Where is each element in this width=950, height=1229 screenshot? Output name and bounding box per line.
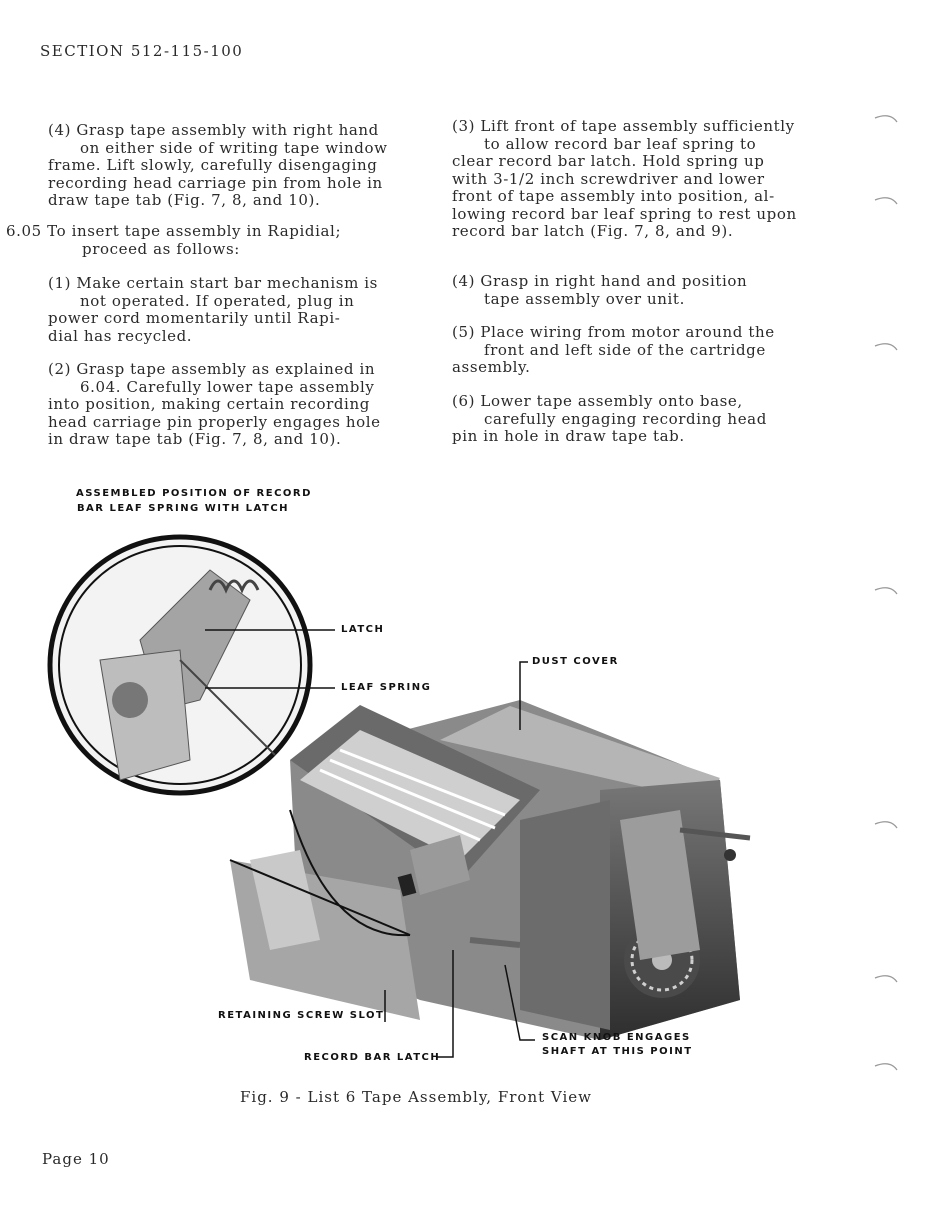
text-line: assembly.: [452, 358, 531, 376]
text-line: carefully engaging recording head: [484, 409, 767, 428]
text-line: draw tape tab (Fig. 7, 8, and 10).: [48, 191, 321, 209]
label-scan-knob-line: SCAN KNOB ENGAGES: [542, 1032, 691, 1043]
inset-title-line: BAR LEAF SPRING WITH LATCH: [76, 503, 290, 514]
text-line: (1) Make certain start bar mechanism is: [48, 274, 378, 292]
text-line: front of tape assembly into position, al-: [452, 187, 775, 205]
text-line: 6.05 To insert tape assembly in Rapidial;: [6, 222, 342, 240]
text-line: on either side of writing tape window: [80, 138, 388, 157]
text-line: lowing record bar leaf spring to rest upon: [452, 204, 797, 223]
text-line: recording head carriage pin from hole in: [48, 173, 383, 192]
text-line: to allow record bar leaf spring to: [484, 134, 757, 153]
text-line: in draw tape tab (Fig. 7, 8, and 10).: [48, 430, 342, 448]
label-latch: LATCH: [341, 624, 385, 635]
margin-marks: [875, 116, 897, 1070]
text-line: clear record bar latch. Hold spring up: [452, 152, 765, 170]
text-line: dial has recycled.: [48, 326, 193, 345]
label-scan-knob: [542, 1031, 693, 1059]
inset-title: [76, 486, 312, 516]
inset-title-line: ASSEMBLED POSITION OF RECORD: [76, 488, 312, 499]
text-line: not operated. If operated, plug in: [80, 291, 355, 310]
text-line: (4) Grasp in right hand and position: [452, 272, 748, 290]
text-line: frame. Lift slowly, carefully disengaging: [48, 156, 378, 174]
text-line: tape assembly over unit.: [484, 289, 685, 308]
text-line: 6.04. Carefully lower tape assembly: [80, 377, 375, 396]
text-line: power cord momentarily until Rapi-: [48, 309, 341, 327]
text-line: with 3-1/2 inch screwdriver and lower: [452, 169, 765, 188]
label-scan-knob-line: SHAFT AT THIS POINT: [542, 1046, 693, 1057]
text-line: front and left side of the cartridge: [484, 340, 766, 359]
text-line: proceed as follows:: [82, 239, 240, 258]
label-record-bar-latch: RECORD BAR LATCH: [304, 1052, 441, 1063]
text-line: (4) Grasp tape assembly with right hand: [48, 121, 379, 139]
text-line: record bar latch (Fig. 7, 8, and 9).: [452, 222, 734, 240]
section-header: SECTION 512-115-100: [40, 42, 244, 60]
text-line: pin in hole in draw tape tab.: [452, 427, 685, 445]
text-line: (3) Lift front of tape assembly sufficiently: [452, 117, 795, 135]
label-retaining-screw-slot: RETAINING SCREW SLOT: [218, 1010, 385, 1021]
figure-caption: Fig. 9 - List 6 Tape Assembly, Front View: [240, 1088, 592, 1106]
text-line: into position, making certain recording: [48, 395, 370, 413]
text-line: head carriage pin properly engages hole: [48, 412, 381, 431]
text-line: (5) Place wiring from motor around the: [452, 323, 775, 341]
text-line: (6) Lower tape assembly onto base,: [452, 392, 743, 410]
page-number: Page 10: [42, 1150, 110, 1168]
label-leaf-spring: LEAF SPRING: [341, 682, 432, 693]
text-line: (2) Grasp tape assembly as explained in: [48, 360, 376, 378]
label-dust-cover: DUST COVER: [532, 656, 619, 667]
